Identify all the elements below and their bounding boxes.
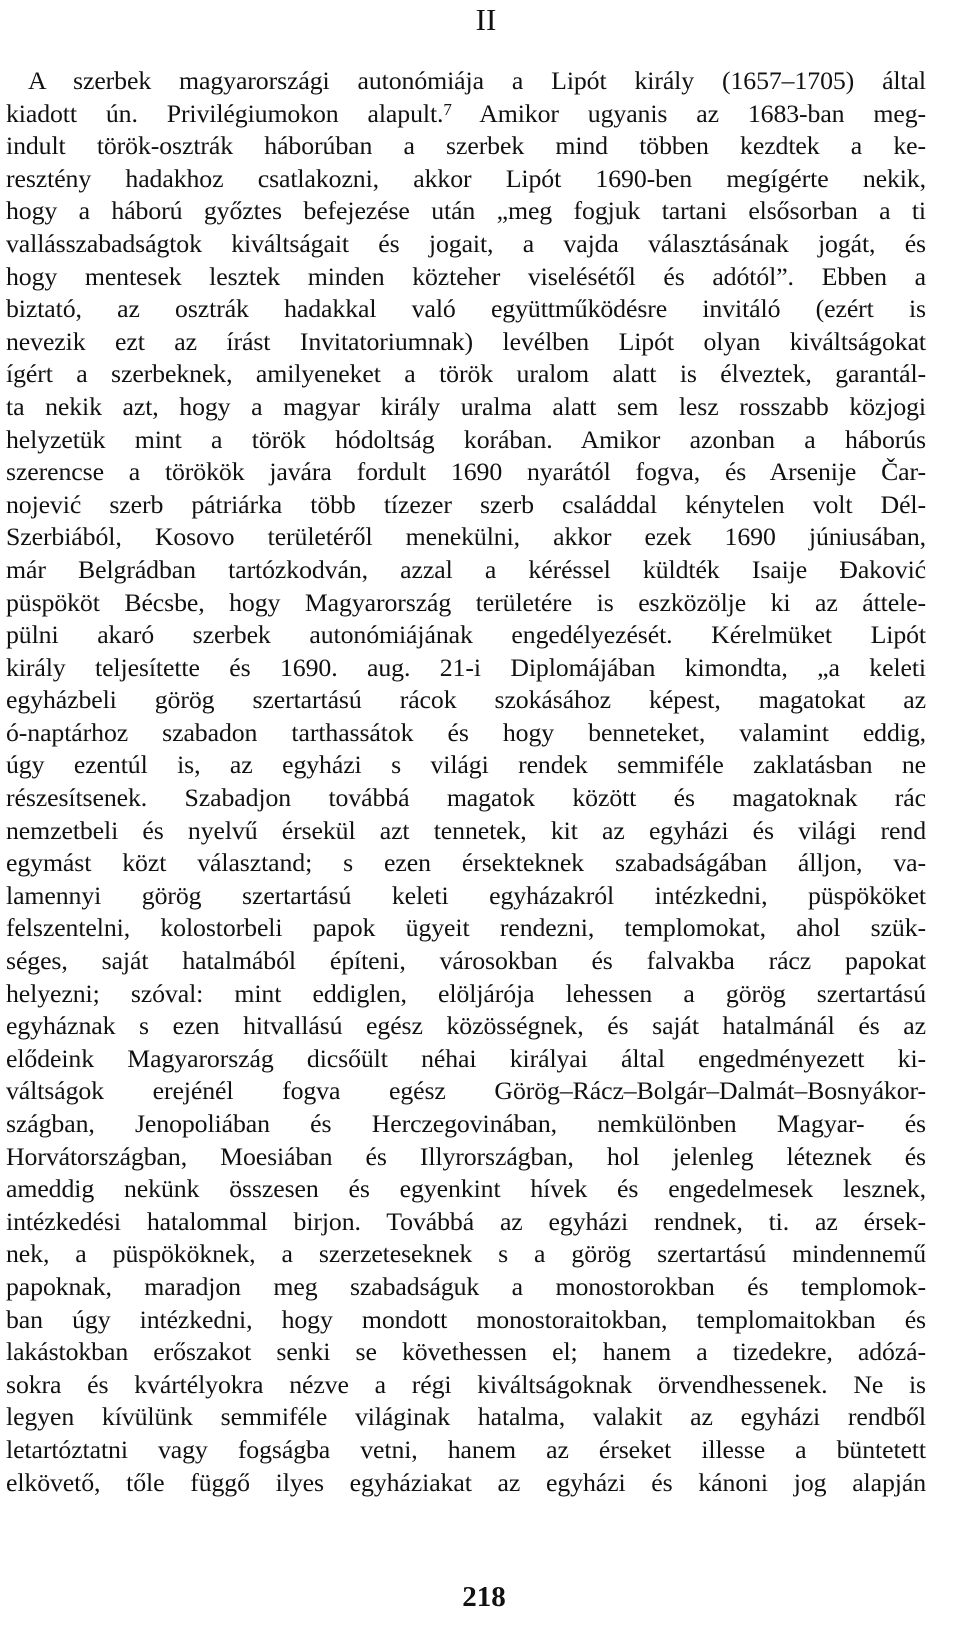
text-line: nemzetbeli és nyelvű érsekül azt tennetek, kit az egyházi és világi rend xyxy=(6,815,926,845)
text-line: letartóztatni vagy fogságba vetni, hanem az érseket illesse a büntetett xyxy=(6,1434,926,1464)
text-line xyxy=(6,98,926,131)
text-line: szerencse a törökök javára fordult 1690 nyarától fogva, és Arsenije Čar- xyxy=(6,457,926,487)
text-line: egymást közt választand; s ezen érsekteknek szabadságában álljon, va- xyxy=(6,848,926,878)
text-line: ta nekik azt, hogy a magyar király uralma alatt sem lesz rosszabb közjogi xyxy=(6,391,926,421)
text-line: ameddig nekünk összesen és egyenkint hívek és engedelmesek lesznek, xyxy=(6,1174,926,1204)
text-segment: Amikor ugyanis az 1683-ban meg- xyxy=(451,98,926,128)
text-line: nevezik ezt az írást Invitatoriumnak) levélben Lipót olyan kiváltságokat xyxy=(6,326,926,356)
text-line: legyen kívülünk semmiféle világinak hatalma, valakit az egyházi rendből xyxy=(6,1402,926,1432)
text-line: hogy mentesek lesztek minden közteher viselésétől és adótól”. Ebben a xyxy=(6,261,926,291)
text-line: elkövető, tőle függő ilyes egyháziakat az egyházi és kánoni jog alapján xyxy=(6,1467,926,1497)
roman-numeral-heading: II xyxy=(475,2,497,37)
text-line: elődeink Magyarország dicsőült néhai királyai által engedményezett ki- xyxy=(6,1043,926,1073)
text-line: váltságok erejénél fogva egész Görög–Rácz–Bolgár–Dalmát–Bosnyákor- xyxy=(6,1076,926,1106)
text-line: Szerbiából, Kosovo területéről menekülni, akkor ezek 1690 júniusában, xyxy=(6,522,926,552)
text-line: helyzetük mint a török hódoltság korában. Amikor azonban a háborús xyxy=(6,424,926,454)
text-line: indult török-osztrák háborúban a szerbek mind többen kezdtek a ke- xyxy=(6,131,926,161)
text-segment: kiadott ún. Privilégiumokon alapult. xyxy=(6,98,444,128)
text-line: ígért a szerbeknek, amilyeneket a török uralom alatt is élveztek, garantál- xyxy=(6,359,926,389)
text-line: lakástokban erőszakot senki se követhessen el; hanem a tizedekre, adózá- xyxy=(6,1337,926,1367)
page-number-text: 218 xyxy=(462,1581,506,1613)
text-line: szágban, Jenopoliában és Herczegovinában, nemkülönben Magyar- és xyxy=(6,1109,926,1138)
text-line: lamennyi görög szertartású keleti egyházakról intézkedni, püspököket xyxy=(6,880,926,910)
text-line: ban úgy intézkedni, hogy mondott monostoraitokban, templomaitokban és xyxy=(6,1304,926,1334)
text-line: resztény hadakhoz csatlakozni, akkor Lipót 1690-ben megígérte nekik, xyxy=(6,163,926,193)
body-paragraph xyxy=(6,65,926,1499)
text-line: papoknak, maradjon meg szabadságuk a monostorokban és templomok- xyxy=(6,1271,926,1301)
text-line: püspököt Bécsbe, hogy Magyarország területére is eszközölje ki az áttele- xyxy=(6,587,926,617)
text-line: intézkedési hatalommal birjon. Továbbá az egyházi rendnek, ti. az érsek- xyxy=(6,1206,926,1236)
page-header xyxy=(0,2,960,38)
text-line: A szerbek magyarországi autonómiája a Lipót király (1657–1705) által xyxy=(28,66,926,95)
text-line: vallásszabadságtok kiváltságait és jogait, a vajda választásának jogát, és xyxy=(6,228,926,258)
text-line: egyházbeli görög szertartású rácok szokásához képest, magatokat az xyxy=(6,685,926,715)
text-line: helyezni; szóval: mint eddiglen, elöljárója lehessen a görög szertartású xyxy=(6,978,926,1008)
text-line: séges, saját hatalmából építeni, városokban és falvakba rácz papokat xyxy=(6,946,926,976)
text-line: Horvátországban, Moesiában és Illyrországban, hol jelenleg léteznek és xyxy=(6,1141,926,1171)
text-line: pülni akaró szerbek autonómiájának engedélyezését. Kérelmüket Lipót xyxy=(6,620,926,650)
page-number xyxy=(0,1580,960,1614)
text-line: részesítsenek. Szabadjon továbbá magatok között és magatoknak rác xyxy=(6,783,926,813)
text-line: úgy ezentúl is, az egyházi s világi rendek semmiféle zaklatásban ne xyxy=(6,750,926,780)
text-line: nek, a püspököknek, a szerzeteseknek s a görög szertartású mindennemű xyxy=(6,1239,926,1269)
text-line: felszentelni, kolostorbeli papok ügyeit rendezni, templomokat, ahol szük- xyxy=(6,913,926,943)
text-line: király teljesítette és 1690. aug. 21-i Diplomájában kimondta, „a keleti xyxy=(6,652,926,682)
text-line: sokra és kvártélyokra nézve a régi kiváltságoknak örvendhessenek. Ne is xyxy=(6,1369,926,1399)
footnote-reference[interactable]: 7 xyxy=(443,99,452,119)
text-line: egyháznak s ezen hitvallású egész közösségnek, és saját hatalmánál és az xyxy=(6,1011,926,1041)
text-line: hogy a háború győztes befejezése után „meg fogjuk tartani elsősorban a ti xyxy=(6,196,926,226)
text-line: ó-naptárhoz szabadon tarthassátok és hogy benneteket, valamint eddig, xyxy=(6,717,926,747)
text-line: már Belgrádban tartózkodván, azzal a kéréssel küldték Isaije Đaković xyxy=(6,554,926,584)
text-line: biztató, az osztrák hadakkal való együttműködésre invitáló (ezért is xyxy=(6,294,926,324)
text-line: nojević szerb pátriárka több tízezer szerb családdal kénytelen volt Dél- xyxy=(6,489,926,519)
